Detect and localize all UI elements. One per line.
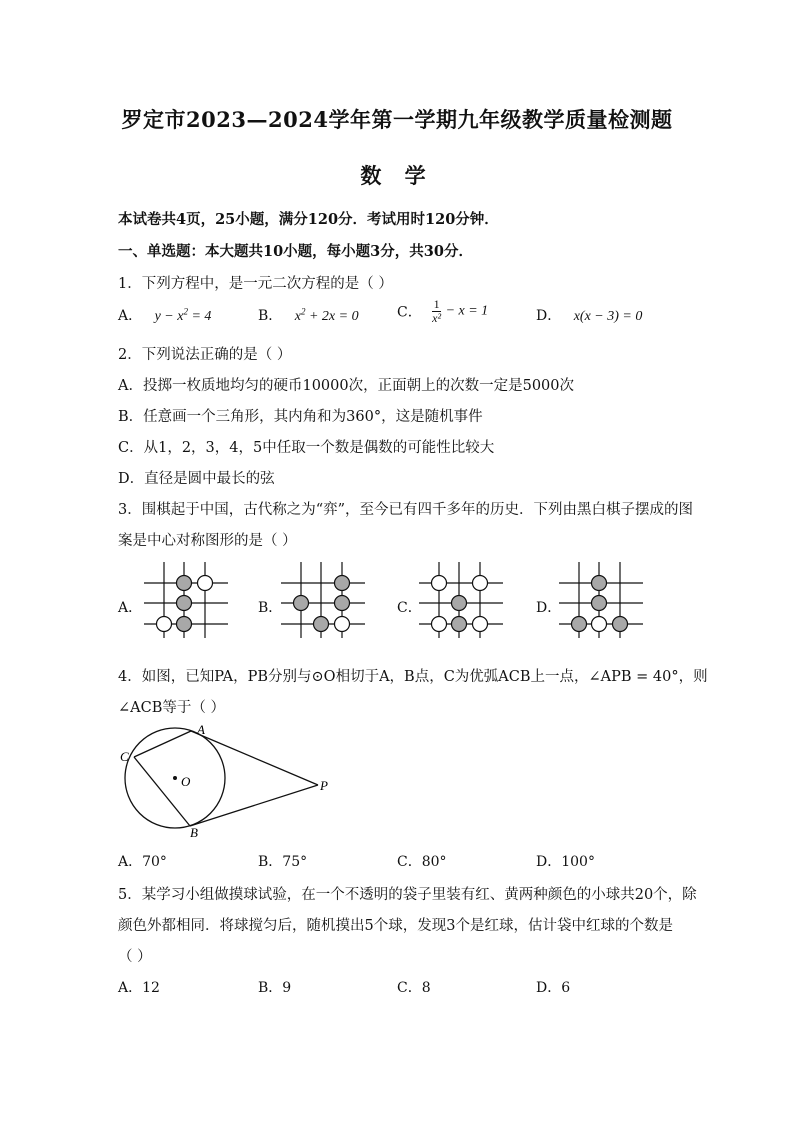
q4-option-a: A．70° [118,854,167,870]
tangent-pb [190,785,318,826]
gray-stone [177,576,192,591]
gray-stone [335,596,350,611]
go-board-c [419,562,503,638]
q3-option-d-label: D． [536,600,562,616]
q2-option-a: A．投掷一枚质地均匀的硬币10000次，正面朝上的次数一定是5000次 [118,378,574,394]
question-1-stem: 1．下列方程中，是一元二次方程的是（ ） [118,276,393,292]
gray-stone [294,596,309,611]
q1-option-b-label: B． [258,308,283,324]
q5-option-d: D．6 [536,980,571,996]
q2-option-b: B．任意画一个三角形，其内角和为360°，这是随机事件 [118,409,483,425]
question-2-stem: 2．下列说法正确的是（ ） [118,347,292,363]
gray-stone [452,617,467,632]
q1-option-a: A． $y - x^2 = 4$ [118,306,212,324]
gray-stone [177,617,192,632]
white-stone [592,617,607,632]
label-o: O [181,774,191,789]
q2-option-c: C．从1，2，3，4，5中任取一个数是偶数的可能性比较大 [118,440,495,456]
q5-option-c: C．8 [397,980,431,996]
gray-stone [335,576,350,591]
white-stone [157,617,172,632]
label-p: P [320,778,328,793]
gray-stone [572,617,587,632]
question-4-stem-line2: ∠ACB等于（ ） [118,700,225,716]
white-stone [473,576,488,591]
go-board-b [281,562,365,638]
gray-stone [592,596,607,611]
label-a: A [197,722,205,737]
q1-option-b: B． $x^2 + 2x = 0$ [258,306,359,324]
question-5-stem-line2: 颜色外都相同．将球搅匀后，随机摸出5个球，发现3个是红球，估计袋中红球的个数是 [118,918,673,934]
white-stone [473,617,488,632]
q5-option-a: A．12 [118,980,160,996]
q1-option-c: C． $\frac{1}{\text{x²}}$ − x = 1 [397,297,489,325]
q4-option-b: B．75° [258,854,308,870]
label-c: C [120,749,129,764]
subject-heading: 数 学 [360,163,434,188]
center-point [173,776,177,780]
white-stone [432,617,447,632]
page-title: 罗定市2023—2024学年第一学期九年级教学质量检测题 [121,107,673,132]
section-heading: 一、单选题：本大题共10小题，每小题3分，共30分． [118,243,473,260]
white-stone [335,617,350,632]
gray-stone [452,596,467,611]
q1-option-a-label: A． [118,308,143,324]
go-board-d [559,562,643,638]
q3-option-c-label: C． [397,600,422,616]
q3-option-b-label: B． [258,600,283,616]
gray-stone [177,596,192,611]
gray-stone [592,576,607,591]
q2-option-d: D．直径是圆中最长的弦 [118,471,275,487]
q4-option-d: D．100° [536,854,595,870]
tangent-pa [191,731,318,785]
chord-ca [134,731,191,757]
q4-option-c: C．80° [397,854,447,870]
q3-option-a-label: A． [118,600,143,616]
question-3-stem-line2: 案是中心对称图形的是（ ） [118,533,297,549]
gray-stone [613,617,628,632]
gray-stone [314,617,329,632]
q1-option-d-label: D． [536,308,562,324]
question-5-stem-line3: （ ） [118,949,152,965]
white-stone [432,576,447,591]
label-b: B [190,825,198,840]
exam-info: 本试卷共4页，25小题，满分120分．考试用时120分钟． [118,211,499,228]
q1-option-d: D． x(x − 3) = 0 [536,308,643,324]
white-stone [198,576,213,591]
q5-option-b: B．9 [258,980,292,996]
q1-option-c-label: C． [397,304,422,321]
question-4-stem-line1: 4．如图，已知PA，PB分别与⊙O相切于A，B点，C为优弧ACB上一点，∠APB = 40°，则 [118,669,708,685]
tangent-circle-figure [115,720,345,840]
question-5-stem-line1: 5．某学习小组做摸球试验，在一个不透明的袋子里装有红、黄两种颜色的小球共20个，除 [118,887,697,903]
go-board-a [144,562,228,638]
question-3-stem-line1: 3．围棋起于中国，古代称之为“弈”，至今已有四千多年的历史．下列由黑白棋子摆成的图 [118,502,694,518]
